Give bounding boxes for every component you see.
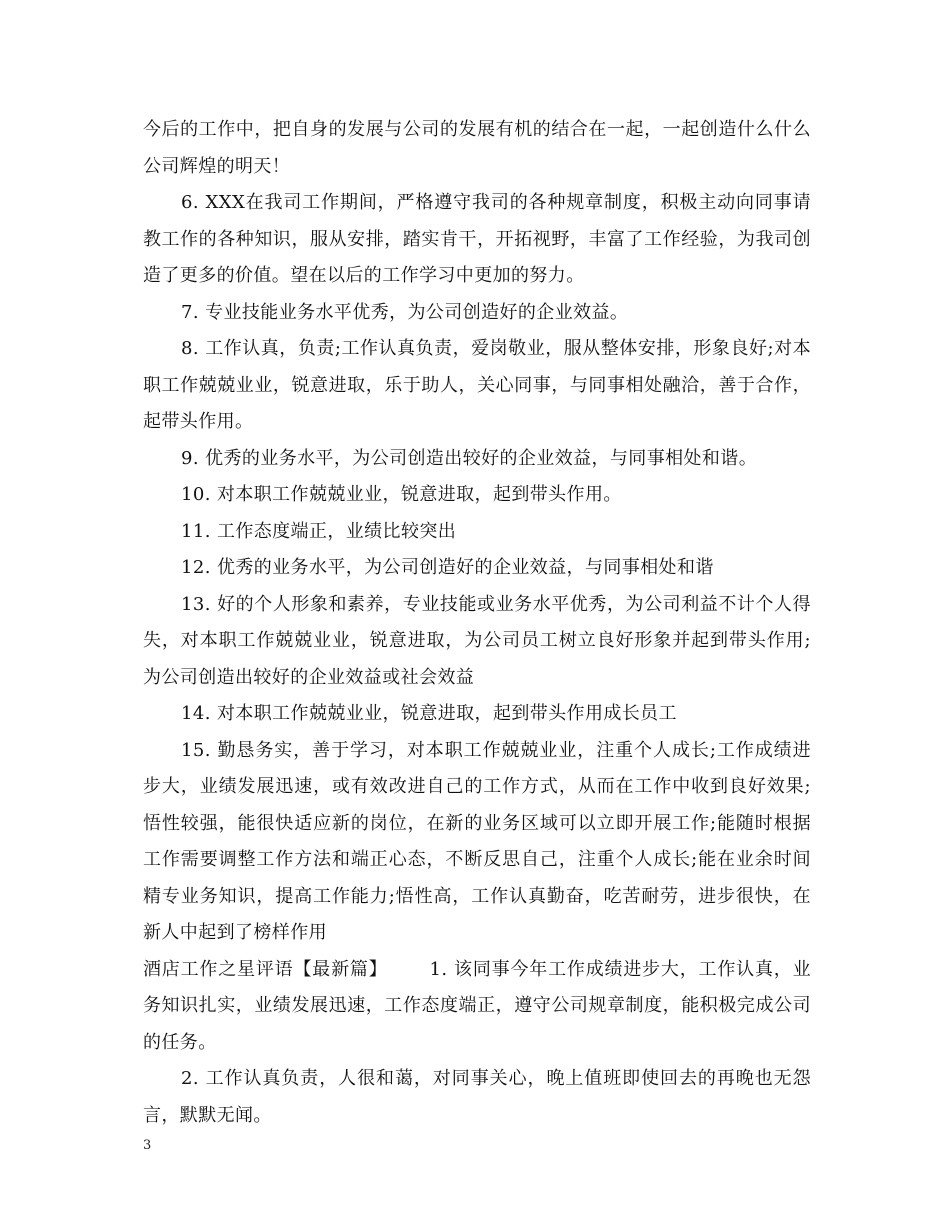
paragraph-item-10: 10. 对本职工作兢兢业业，锐意进取，起到带头作用。 — [181, 484, 622, 505]
paragraph-item-6: 6. XXX在我司工作期间，严格遵守我司的各种规章制度，积极主动向同事请教工作的各种知识，服从安排，踏实肯干，开拓视野，丰富了工作经验，为我司创造了更多的价值。望在以后的工作学习中更加的努力。 — [143, 192, 811, 286]
section-paragraph — [143, 952, 811, 1062]
paragraph-item-13: 13. 好的个人形象和素养，专业技能或业务水平优秀，为公司利益不计个人得失，对本职工作兢兢业业，锐意进取，为公司员工树立良好形象并起到带头作用;为公司创造出较好的企业效益或社会效益 — [143, 593, 811, 688]
page-number: 3 — [143, 1138, 152, 1153]
paragraph-continuation: 今后的工作中，把自身的发展与公司的发展有机的结合在一起，一起创造什么什么公司辉煌的明天！ — [143, 119, 811, 177]
paragraph-item-11: 11. 工作态度端正，业绩比较突出 — [181, 520, 457, 542]
paragraph-item-8: 8. 工作认真，负责;工作认真负责，爱岗敬业，服从整体安排，形象良好;对本职工作兢兢业业，锐意进取，乐于助人，关心同事，与同事相处融洽，善于合作，起带头作用。 — [143, 338, 811, 432]
document-body — [143, 112, 811, 1134]
paragraph-item-2: 2. 工作认真负责，人很和蔼，对同事关心，晚上值班即使回去的再晚也无怨言，默默无闻。 — [143, 1068, 811, 1126]
section-heading: 酒店工作之星评语【最新篇】 — [143, 958, 388, 980]
paragraph-item-9: 9. 优秀的业务水平，为公司创造出较好的企业效益，与同事相处和谐。 — [181, 447, 758, 469]
section-first-item: 1. 该同事今年工作成绩进步大，工作认真，业务知识扎实，业绩发展迅速，工作态度端正，遵守公司规章制度，能积极完成公司的任务。 — [143, 958, 811, 1053]
paragraph-item-7: 7. 专业技能业务水平优秀，为公司创造好的企业效益。 — [181, 301, 629, 323]
paragraph-item-15: 15. 勤恳务实，善于学习，对本职工作兢兢业业，注重个人成长;工作成绩进步大，业绩发展迅速，或有效改进自己的工作方式，从而在工作中收到良好效果;悟性较强，能很快适应新的岗位，在新的业务区域可以立即开展工作;能随时根据工作需要调整工作方法和端正心态，不断反思自己，注重个人成长;能在业余时间精专业务知识，提高工作能力;悟性高，工作认真勤奋，吃苦耐劳，进步很快，在新人中起到了榜样作用 — [143, 739, 811, 943]
paragraph-item-12: 12. 优秀的业务水平，为公司创造好的企业效益，与同事相处和谐 — [181, 557, 714, 578]
paragraph-item-14: 14. 对本职工作兢兢业业，锐意进取，起到带头作用成长员工 — [181, 703, 677, 724]
